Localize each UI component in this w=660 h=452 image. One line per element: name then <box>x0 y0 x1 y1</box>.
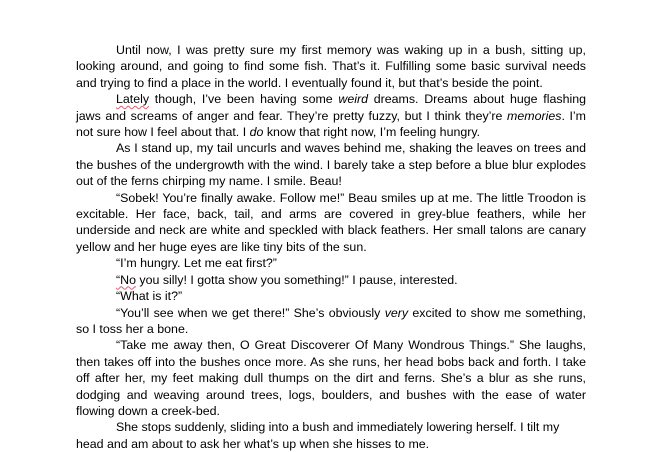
misspelled-word[interactable]: “No <box>116 272 136 287</box>
paragraph-7 <box>76 288 586 304</box>
italic-text: very <box>384 305 409 320</box>
paragraph-9 <box>76 337 586 419</box>
paragraph-text: “Take me away then, O Great Discoverer Of Many Wondrous Things.” She laughs, then takes off into the bushes once more. As she runs, her head bobs back and forth. I take off after her, my feet making dull thumps on the dirt and ferns. She’s a blur as she runs, dodging and weaving around trees, logs, boulders, and bushes with the ease of water flowing down a creek-bed. <box>76 338 586 418</box>
misspelled-word[interactable]: Lately <box>116 92 150 107</box>
paragraph-5 <box>76 255 586 271</box>
paragraph-text: Until now, I was pretty sure my first memory was waking up in a bush, sitting up, looking around, and going to find some fish. That’s it. Fulfilling some basic survival needs and trying to find a place in the world. I eventually found it, but that’s beside the point. <box>76 43 586 90</box>
paragraph-2 <box>76 91 586 140</box>
paragraph-text: know that right now, I’m feeling hungry. <box>263 125 481 140</box>
paragraph-text: though, I’ve been having some <box>149 92 339 107</box>
italic-text: memories <box>507 108 562 123</box>
paragraph-text: “I’m hungry. Let me eat first?” <box>116 256 277 271</box>
paragraph-text: She stops suddenly, sliding into a bush and immediately lowering herself. I tilt my head and am about to ask her what’s up when she hisses to me. <box>76 420 560 451</box>
paragraph-text: “You’ll see when we get there!” She’s obviously <box>116 305 385 320</box>
paragraph-text: . I’m not sure how I feel about that. I <box>76 108 586 140</box>
paragraph-text: As I stand up, my tail uncurls and waves behind me, shaking the leaves on trees and the bushes of the undergrowth with the wind. I barely take a step before a blue blur explodes out of the ferns chirping my name. I smile. Beau! <box>76 141 586 189</box>
paragraph-3 <box>76 140 586 189</box>
italic-text: weird <box>338 92 368 107</box>
document-body <box>76 42 586 452</box>
paragraph-text: “What is it?” <box>116 289 183 304</box>
paragraph-text: “Sobek! You’re finally awake. Follow me!” Beau smiles up at me. The little Troodon is excitable. Her face, back, tail, and arms are covered in grey-blue feathers, while her underside and neck are white and speckled with black feathers. Her small talons are canary yellow and her huge eyes are like tiny bits of the sun. <box>76 190 586 254</box>
paragraph-1 <box>76 42 586 91</box>
paragraph-6 <box>76 272 586 288</box>
paragraph-text: excited to show me something, so I toss her a bone. <box>76 305 587 336</box>
paragraph-text: you silly! I gotta show you something!” I pause, interested. <box>135 272 458 287</box>
italic-text: do <box>249 125 264 140</box>
paragraph-text: dreams. Dreams about huge flashing jaws and screams of anger and fear. They’re pretty fuzzy, but I think they’re <box>76 92 587 123</box>
paragraph-4 <box>76 190 586 256</box>
paragraph-10 <box>76 419 586 452</box>
paragraph-8 <box>76 305 586 338</box>
